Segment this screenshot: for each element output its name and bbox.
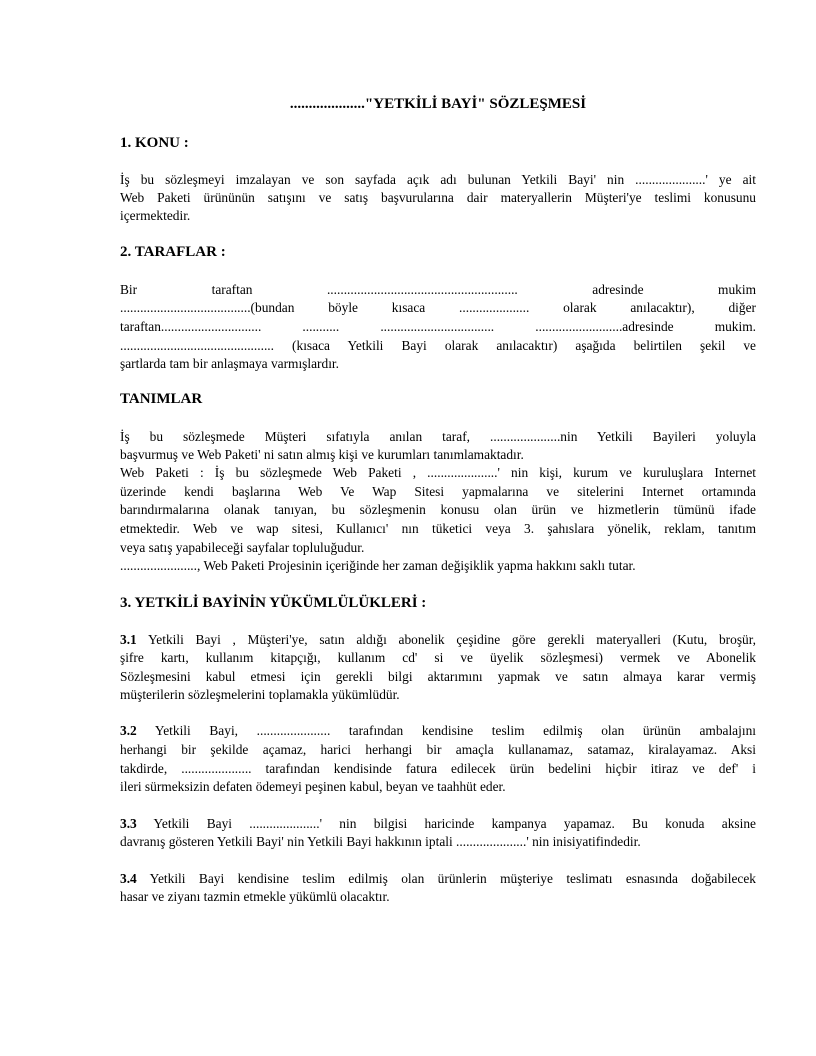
body-text-line: içermektedir. bbox=[120, 208, 191, 223]
clause-3-1-line bbox=[120, 631, 756, 649]
clause-3-2-line bbox=[120, 722, 756, 740]
body-text-line: üzerinde kendi başlarına Web Ve Wap Sitesi yapmalarına ve sitelerini Internet ortamında bbox=[120, 484, 756, 499]
body-text-line: barındırmalarına olanak tanıyan, bu sözleşmenin konusu olan ürün ve hizmetlerin tümünü ifade bbox=[120, 502, 756, 517]
section-heading-taraflar: 2. TARAFLAR : bbox=[120, 244, 226, 260]
body-text-line: herhangi bir şekilde açamaz, harici herhangi bir amaçla kullanamaz, satamaz, kiralayamaz. Aksi bbox=[120, 742, 756, 757]
clause-number: 3.2 bbox=[120, 723, 137, 738]
body-text-line: şifre kartı, kullanım kitapçığı, kullanım cd' si ve üyelik sözleşmesi) vermek ve Abonelik bbox=[120, 650, 756, 665]
body-text-line: .............................................. (kısaca Yetkili Bayi olarak anılacaktır) aşağıda belirtilen şekil ve bbox=[120, 338, 756, 353]
body-text-line: .......................................(bundan böyle kısaca ..................... olarak anılacaktır), diğer bbox=[120, 300, 756, 315]
section-heading-yukumlulukler: 3. YETKİLİ BAYİNİN YÜKÜMLÜLÜKLERİ : bbox=[120, 595, 427, 611]
body-text-line: Web Paketi : İş bu sözleşmede Web Paketi , .....................' nin kişi, kurum ve kuruluşlara Internet bbox=[120, 465, 756, 480]
body-text-line: İş bu sözleşmede Müşteri sıfatıyla anılan taraf, .....................nin Yetkili Bayileri yoluyla bbox=[120, 429, 756, 444]
body-text-line: davranış gösteren Yetkili Bayi' nin Yetkili Bayi hakkının iptali .....................' nin inisiyatifindedir. bbox=[120, 834, 641, 849]
body-text-line: taraftan.............................. ........... .................................. ..........................adresinde mukim. bbox=[120, 319, 756, 334]
clause-text: Yetkili Bayi kendisine teslim edilmiş olan ürünlerin müşteriye teslimatı esnasında doğabilecek bbox=[136, 871, 756, 886]
document-title: ...................."YETKİLİ BAYİ" SÖZLEŞMESİ bbox=[289, 96, 587, 112]
section-heading-tanimlar: TANIMLAR bbox=[120, 391, 203, 407]
body-text-line: müşterilerin sözleşmelerini toplamakla yükümlüdür. bbox=[120, 687, 400, 702]
clause-text: Yetkili Bayi .....................' nin bilgisi haricinde kampanya yapamaz. Bu konuda aksine bbox=[136, 816, 756, 831]
body-text-line: etmektedir. Web ve wap sitesi, Kullanıcı' nın tüketici veya 3. şahıslara yönelik, reklam, tanıtım bbox=[120, 521, 756, 536]
body-text-line: Web Paketi ürününün satışını ve satış başvurularına dair materyallerin Müşteri'ye teslimi konusunu bbox=[120, 190, 756, 205]
clause-number: 3.3 bbox=[120, 816, 137, 831]
body-text-line: veya satış yapabileceği sayfalar topluluğudur. bbox=[120, 540, 365, 555]
body-text-line: İş bu sözleşmeyi imzalayan ve son sayfada açık adı bulunan Yetkili Bayi' nin .....................' ye ait bbox=[120, 172, 756, 187]
clause-3-4-line bbox=[120, 870, 756, 888]
body-text-line: Bir taraftan ......................................................... adresinde mukim bbox=[120, 282, 756, 297]
body-text-line: şartlarda tam bir anlaşmaya varmışlardır. bbox=[120, 356, 340, 371]
clause-text: Yetkili Bayi , Müşteri'ye, satın aldığı abonelik çeşidine göre gerekli materyalleri (Kutu, broşür, bbox=[136, 632, 756, 647]
clause-text: Yetkili Bayi, ...................... tarafından kendisine teslim edilmiş olan ürünün ambalajını bbox=[136, 723, 756, 738]
clause-number: 3.4 bbox=[120, 871, 137, 886]
body-text-line: başvurmuş ve Web Paketi' ni satın almış kişi ve kurumları tanımlamaktadır. bbox=[120, 447, 524, 462]
body-text-line: ......................., Web Paketi Projesinin içeriğinde her zaman değişiklik yapma hakkını saklı tutar. bbox=[120, 558, 636, 573]
clause-number: 3.1 bbox=[120, 632, 137, 647]
section-heading-konu: 1. KONU : bbox=[120, 135, 189, 151]
body-text-line: ileri sürmeksizin defaten ödemeyi peşinen kabul, beyan ve taahhüt eder. bbox=[120, 779, 506, 794]
body-text-line: Sözleşmesini kabul etmesi için gerekli bilgi aktarımını yapmak ve satın almaya karar vermiş bbox=[120, 669, 756, 684]
body-text-line: hasar ve ziyanı tazmin etmekle yükümlü olacaktır. bbox=[120, 889, 390, 904]
body-text-line: takdirde, ..................... tarafından kendisinde fatura edilecek ürün bedelini hiçbir itiraz ve def' i bbox=[120, 761, 756, 776]
clause-3-3-line bbox=[120, 815, 756, 833]
